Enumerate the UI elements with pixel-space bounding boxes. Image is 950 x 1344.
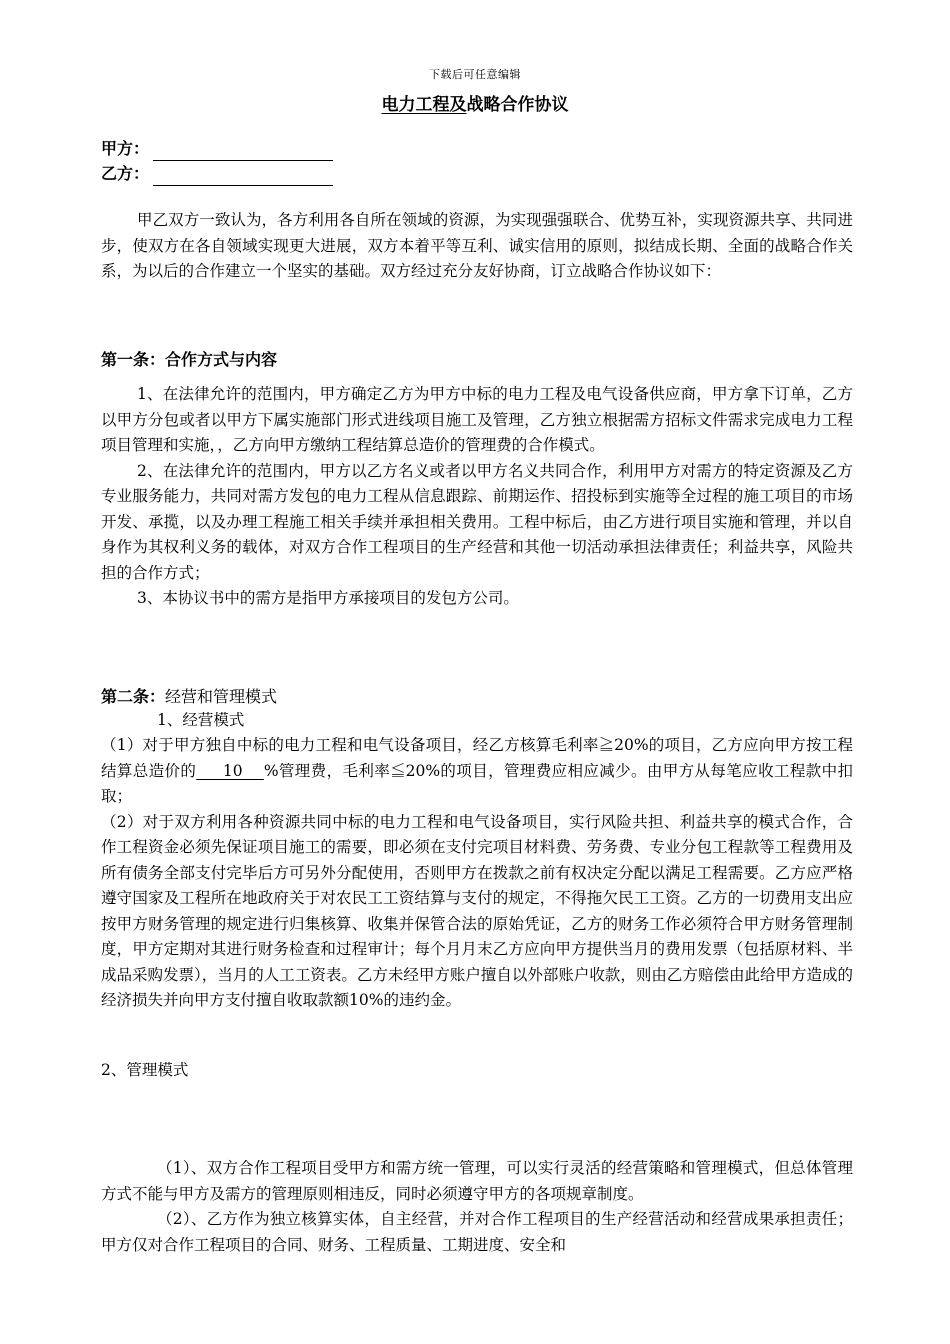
party-b-label: 乙方： [101, 164, 150, 183]
management-fee-rate-fill: 10 [196, 761, 264, 780]
article1-clause-2: 2、在法律允许的范围内，甲方以乙方名义或者以甲方名义共同合作，利用甲方对需方的特定资源及乙方专业服务能力，共同对需方发包的电力工程从信息跟踪、前期运作、招投标到实施等全过程的施工项目的市场开发、承揽，以及办理工程施工相关手续并承担相关费用。工程中标后，由乙方进行项目实施和管理，并以自身作为其权利义务的载体，对双方合作工程项目的生产经营和其他一切活动承担法律责任；利益共享，风险共担的合作方式； [101, 461, 853, 582]
article1-body [101, 382, 853, 612]
article2-heading-number: 第二条： [101, 687, 166, 706]
article2-operation-body [101, 733, 853, 1014]
article2-management-body [101, 1156, 853, 1258]
article1-heading: 第一条：合作方式与内容 [101, 350, 278, 369]
title-underlined-part: 电力工程及 [381, 95, 467, 115]
article2-heading-text: 经营和管理模式 [165, 687, 278, 706]
header-note: 下载后可任意编辑 [429, 68, 521, 81]
article2-sub2: 2、管理模式 [101, 1061, 189, 1079]
article1-clause-1: 1、在法律允许的范围内，甲方确定乙方为甲方中标的电力工程及电气设备供应商，甲方拿下订单，乙方以甲方分包或者以甲方下属实施部门形式进线项目施工及管理，乙方独立根据需方招标文件需求完成电力工程项目管理和实施，，乙方向甲方缴纳工程结算总造价的管理费的合作模式。 [101, 385, 853, 454]
operation-item-2: （2）对于双方利用各种资源共同中标的电力工程和电气设备项目，实行风险共担、利益共享的模式合作，合作工程资金必须先保证项目施工的需要，即必须在支付完项目材料费、劳务费、专业分包工程款等工程费用及所有债务全部支付完毕后方可另外分配使用，否则甲方在拨款之前有权决定分配以满足工程需要。乙方应严格遵守国家及工程所在地政府关于对农民工工资结算与支付的规定，不得拖欠民工工资。乙方的一切费用支出应按甲方财务管理的规定进行归集核算、收集并保管合法的原始凭证，乙方的财务工作必须符合甲方财务管理制度，甲方定期对其进行财务检查和过程审计；每个月月末乙方应向甲方提供当月的费用发票（包括原材料、半成品采购发票），当月的人工工资表。乙方未经甲方账户擅自以外部账户收款，则由乙方赔偿由此给甲方造成的经济损失并向甲方支付擅自收取款额10%的违约金。 [101, 812, 853, 1009]
party-b-row [101, 162, 333, 186]
title-rest: 战略合作协议 [466, 95, 569, 115]
intro-paragraph [101, 208, 853, 285]
party-a-label: 甲方： [101, 139, 150, 158]
intro-text: 甲乙双方一致认为，各方利用各自所在领域的资源，为实现强强联合、优势互补，实现资源共享、共同进步，使双方在各自领域实现更大进展，双方本着平等互利、诚实信用的原则，拟结成长期、全面的战略合作关系，为以后的合作建立一个坚实的基础。双方经过充分友好协商，订立战略合作协议如下： [101, 211, 853, 280]
article2-heading [101, 684, 277, 709]
management-item-2: （2）、乙方作为独立核算实体，自主经营，并对合作工程项目的生产经营活动和经营成果承担责任；甲方仅对合作工程项目的合同、财务、工程质量、工期进度、安全和 [101, 1210, 853, 1254]
article2-sub1: 1、经营模式 [157, 711, 245, 729]
operation-item-1: （1）对于甲方独自中标的电力工程和电气设备项目，经乙方核算毛利率≧20%的项目，乙方应向甲方按工程结算总造价的 10 %管理费，毛利率≦20%的项目，管理费应相应减少。由甲方从每笔应收工程款中扣取； [101, 736, 853, 805]
document-title [0, 90, 950, 115]
article1-clause-3: 3、本协议书中的需方是指甲方承接项目的发包方公司。 [137, 589, 519, 607]
party-a-row [101, 137, 333, 161]
party-a-blank [153, 142, 333, 161]
party-b-blank [153, 167, 333, 186]
management-item-1: （1）、双方合作工程项目受甲方和需方统一管理，可以实行灵活的经营策略和管理模式，但总体管理方式不能与甲方及需方的管理原则相违反，同时必须遵守甲方的各项规章制度。 [101, 1159, 853, 1203]
